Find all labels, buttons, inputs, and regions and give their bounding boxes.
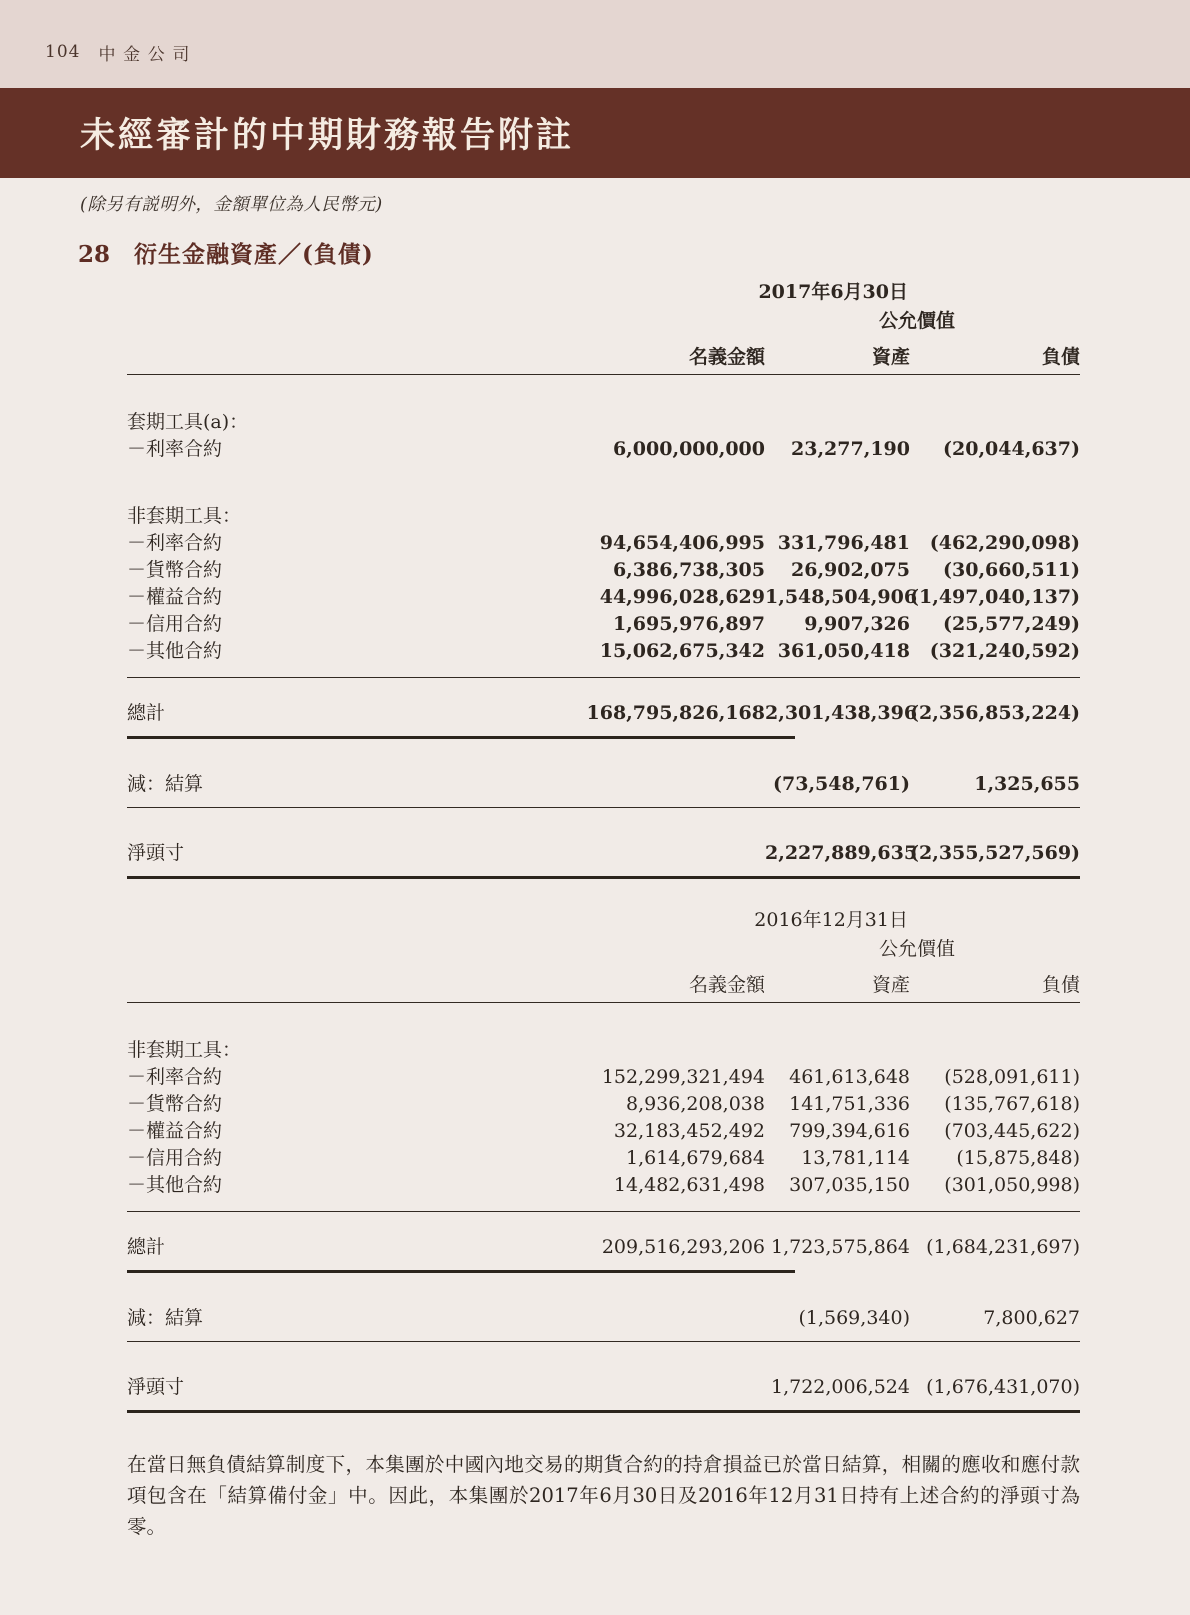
asset-value: 1,723,575,864: [770, 1236, 910, 1258]
page-number: 104: [45, 42, 81, 62]
liability-value: (135,767,618): [944, 1093, 1080, 1115]
row-label: －其他合約: [127, 640, 223, 662]
notional-value: 209,516,293,206: [601, 1236, 765, 1258]
derivatives-table-2016: [127, 905, 1080, 1413]
liability-value: 1,325,655: [974, 773, 1080, 795]
asset-value: 2,227,889,635: [765, 842, 918, 864]
row-label: 減：結算: [127, 773, 204, 795]
liability-value: (25,577,249): [943, 613, 1080, 635]
row-label: －權益合約: [127, 586, 223, 608]
row-label: －信用合約: [127, 1147, 223, 1169]
row-label: －信用合約: [127, 613, 223, 635]
asset-value: 799,394,616: [789, 1120, 910, 1142]
asset-value: 13,781,114: [801, 1147, 910, 1169]
row-label: 淨頭寸: [127, 1376, 185, 1398]
asset-value: 23,277,190: [791, 438, 910, 460]
asset-value: 141,751,336: [789, 1093, 910, 1115]
notional-value: 14,482,631,498: [613, 1174, 765, 1196]
total-rule: [127, 1270, 795, 1273]
liability-value: (703,445,622): [944, 1120, 1080, 1142]
net-position-row: [127, 1374, 1080, 1401]
asset-value: 26,902,075: [791, 559, 910, 581]
table-row: [127, 530, 1080, 557]
asset-value: (73,548,761): [773, 773, 910, 795]
row-label: 總計: [127, 702, 166, 724]
fair-value-header: 公允價值: [878, 938, 955, 960]
liability-value: 7,800,627: [983, 1307, 1080, 1329]
row-label: 減：結算: [127, 1307, 204, 1329]
row-label: －權益合約: [127, 1120, 223, 1142]
col-notional-amount: 名義金額: [688, 346, 765, 368]
company-name: 中金公司: [98, 44, 198, 65]
liability-value: (2,355,527,569): [910, 842, 1081, 864]
derivatives-table-2017: [127, 277, 1080, 879]
total-row: [127, 1234, 1080, 1261]
liability-value: (1,497,040,137): [910, 586, 1081, 608]
notional-value: 1,614,679,684: [625, 1147, 765, 1169]
banner-title: 未經審計的中期財務報告附註: [80, 115, 575, 156]
asset-value: 307,035,150: [789, 1174, 910, 1196]
col-assets: 資產: [871, 346, 910, 368]
notional-value: 94,654,406,995: [599, 532, 765, 554]
total-row: [127, 700, 1080, 727]
table-date-header: 2017年6月30日: [758, 281, 908, 303]
settlement-footnote: 在當日無負債結算制度下，本集團於中國內地交易的期貨合約的持倉損益已於當日結算，相關的應收和應付款項包含在「結算備付金」中。因此，本集團於2017年6月30日及2016年12月31日持有上述合約的淨頭寸為零。: [127, 1453, 1080, 1539]
col-liabilities: 負債: [1041, 346, 1080, 368]
closing-rule: [127, 876, 1080, 879]
liability-value: (2,356,853,224): [910, 702, 1081, 724]
liability-value: (462,290,098): [929, 532, 1080, 554]
group-header-nonhedging: 非套期工具：: [127, 1039, 242, 1061]
note-heading: [78, 236, 1190, 269]
less-settlement-row: [127, 1305, 1080, 1332]
header-rule: [127, 1002, 1080, 1003]
row-label: －利率合約: [127, 438, 223, 460]
table-row: [127, 1064, 1080, 1091]
asset-value: 9,907,326: [804, 613, 910, 635]
net-position-row: [127, 840, 1080, 867]
group-header-hedging: 套期工具(a)：: [127, 411, 249, 433]
asset-value: 2,301,438,396: [765, 702, 918, 724]
asset-value: 1,722,006,524: [770, 1376, 910, 1398]
liability-value: (1,684,231,697): [926, 1236, 1080, 1258]
notional-value: 6,000,000,000: [612, 438, 765, 460]
table-row: [127, 436, 1080, 463]
table-rule: [127, 677, 1080, 678]
notional-value: 168,795,826,168: [586, 702, 765, 724]
table-row: [127, 1172, 1080, 1199]
row-label: －利率合約: [127, 532, 223, 554]
asset-value: 331,796,481: [777, 532, 910, 554]
row-label: 總計: [127, 1236, 166, 1258]
col-assets: 資產: [871, 974, 910, 996]
notional-value: 152,299,321,494: [601, 1066, 765, 1088]
table-date-header: 2016年12月31日: [754, 909, 908, 931]
column-header-row: [127, 336, 1080, 374]
header-rule: [127, 374, 1080, 375]
table-row: [127, 557, 1080, 584]
currency-note: (除另有説明外，金額單位為人民幣元): [80, 195, 383, 215]
row-label: －其他合約: [127, 1174, 223, 1196]
notional-value: 44,996,028,629: [599, 586, 765, 608]
notional-value: 15,062,675,342: [599, 640, 765, 662]
notional-value: 6,386,738,305: [612, 559, 765, 581]
less-settlement-row: [127, 771, 1080, 798]
notional-value: 32,183,452,492: [613, 1120, 765, 1142]
closing-rule: [127, 1410, 1080, 1413]
note-number: 28: [78, 241, 111, 268]
group-header-nonhedging: 非套期工具：: [127, 505, 242, 527]
table-rule: [127, 807, 1080, 808]
section-banner: [0, 88, 1190, 178]
col-notional-amount: 名義金額: [688, 974, 765, 996]
table-row: [127, 638, 1080, 665]
liability-value: (20,044,637): [943, 438, 1080, 460]
note-title: 衍生金融資產／(負債): [134, 241, 374, 268]
row-label: －貨幣合約: [127, 559, 223, 581]
notional-value: 8,936,208,038: [625, 1093, 765, 1115]
liability-value: (528,091,611): [944, 1066, 1080, 1088]
fair-value-header: 公允價值: [878, 310, 955, 332]
table-row: [127, 1145, 1080, 1172]
table-rule: [127, 1341, 1080, 1342]
notional-value: 1,695,976,897: [612, 613, 765, 635]
col-liabilities: 負債: [1041, 974, 1080, 996]
page-header: [0, 0, 1190, 88]
asset-value: 1,548,504,906: [765, 586, 918, 608]
table-row: [127, 584, 1080, 611]
liability-value: (30,660,511): [943, 559, 1080, 581]
row-label: 淨頭寸: [127, 842, 185, 864]
asset-value: (1,569,340): [798, 1307, 910, 1329]
liability-value: (321,240,592): [929, 640, 1080, 662]
table-row: [127, 1091, 1080, 1118]
row-label: －貨幣合約: [127, 1093, 223, 1115]
table-rule: [127, 1211, 1080, 1212]
table-row: [127, 611, 1080, 638]
total-rule: [127, 736, 795, 739]
liability-value: (15,875,848): [956, 1147, 1080, 1169]
asset-value: 461,613,648: [789, 1066, 910, 1088]
column-header-row: [127, 964, 1080, 1002]
liability-value: (301,050,998): [944, 1174, 1080, 1196]
asset-value: 361,050,418: [777, 640, 910, 662]
row-label: －利率合約: [127, 1066, 223, 1088]
liability-value: (1,676,431,070): [926, 1376, 1080, 1398]
table-row: [127, 1118, 1080, 1145]
